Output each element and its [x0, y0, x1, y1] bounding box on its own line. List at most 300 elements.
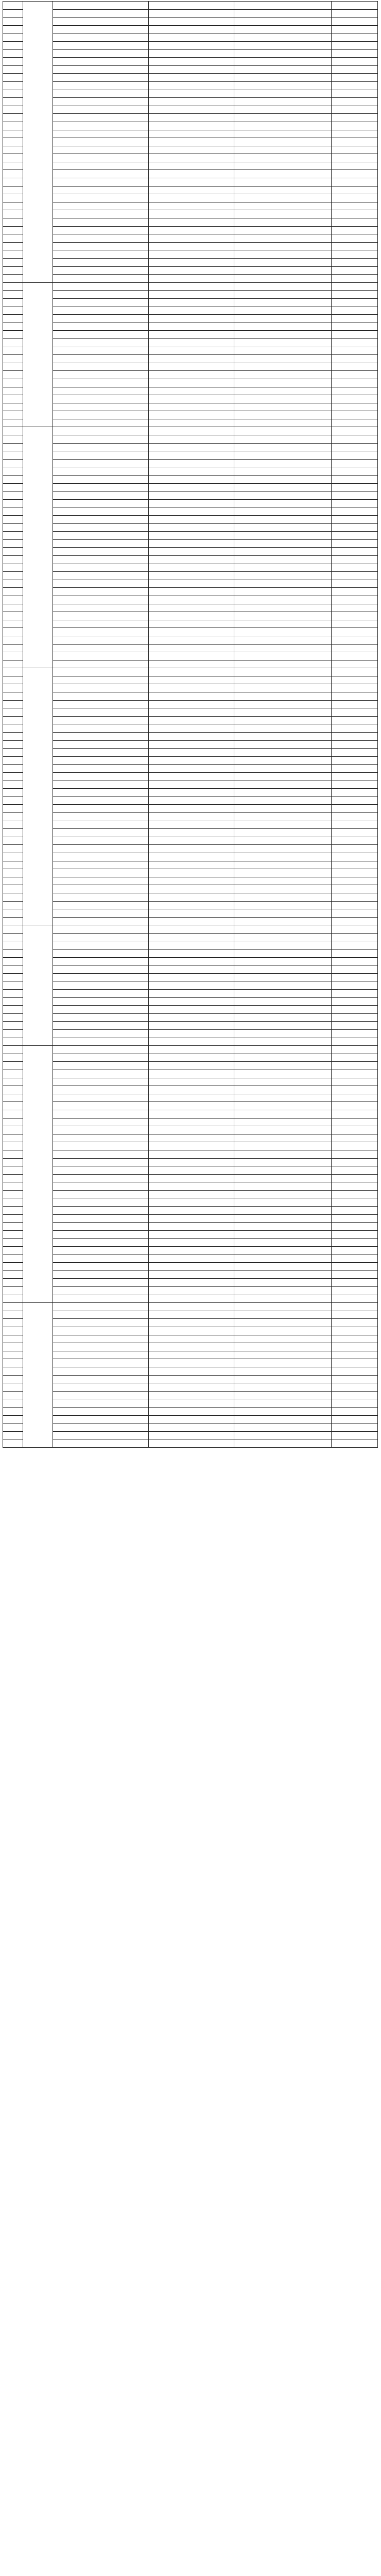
name-cell: [53, 917, 149, 925]
row-number-cell: [3, 483, 23, 492]
detail-cell: [234, 539, 332, 548]
table-row: [3, 1311, 378, 1319]
name-cell: [53, 81, 149, 90]
address-cell: [149, 483, 234, 492]
table-row: [3, 202, 378, 210]
detail-cell: [234, 1134, 332, 1142]
table-row: [3, 1134, 378, 1142]
phone-cell: [332, 1174, 378, 1182]
row-number-cell: [3, 49, 23, 58]
table-row: [3, 997, 378, 1006]
row-number-cell: [3, 1279, 23, 1287]
name-cell: [53, 347, 149, 355]
table-row: [3, 837, 378, 845]
detail-cell: [234, 282, 332, 291]
detail-cell: [234, 756, 332, 765]
row-number-cell: [3, 1399, 23, 1408]
row-number-cell: [3, 1367, 23, 1375]
name-cell: [53, 539, 149, 548]
detail-cell: [234, 1166, 332, 1175]
name-cell: [53, 869, 149, 877]
address-cell: [149, 315, 234, 323]
address-cell: [149, 1295, 234, 1303]
detail-cell: [234, 1223, 332, 1231]
name-cell: [53, 234, 149, 243]
phone-cell: [332, 733, 378, 741]
name-cell: [53, 933, 149, 941]
phone-cell: [332, 98, 378, 106]
detail-cell: [234, 716, 332, 724]
table-row: [3, 716, 378, 724]
phone-cell: [332, 789, 378, 797]
address-cell: [149, 122, 234, 130]
table-row: [3, 588, 378, 596]
name-cell: [53, 604, 149, 612]
detail-cell: [234, 700, 332, 708]
phone-cell: [332, 853, 378, 861]
row-number-cell: [3, 41, 23, 49]
table-row: [3, 130, 378, 138]
address-cell: [149, 981, 234, 990]
detail-cell: [234, 933, 332, 941]
name-cell: [53, 25, 149, 33]
row-number-cell: [3, 877, 23, 885]
phone-cell: [332, 226, 378, 234]
detail-cell: [234, 218, 332, 227]
table-row: [3, 981, 378, 990]
phone-cell: [332, 315, 378, 323]
address-cell: [149, 1207, 234, 1215]
phone-cell: [332, 307, 378, 315]
phone-cell: [332, 1022, 378, 1030]
name-cell: [53, 829, 149, 837]
phone-cell: [332, 580, 378, 588]
name-cell: [53, 9, 149, 18]
row-number-cell: [3, 146, 23, 154]
phone-cell: [332, 1198, 378, 1207]
row-number-cell: [3, 162, 23, 170]
table-row: [3, 106, 378, 114]
address-cell: [149, 242, 234, 250]
phone-cell: [332, 1335, 378, 1343]
phone-cell: [332, 371, 378, 379]
phone-cell: [332, 1038, 378, 1046]
detail-cell: [234, 266, 332, 275]
address-cell: [149, 620, 234, 628]
address-cell: [149, 1054, 234, 1062]
row-number-cell: [3, 1439, 23, 1448]
address-cell: [149, 138, 234, 146]
detail-cell: [234, 1295, 332, 1303]
name-cell: [53, 1150, 149, 1158]
table-row: [3, 1214, 378, 1223]
address-cell: [149, 957, 234, 965]
detail-cell: [234, 435, 332, 444]
address-cell: [149, 539, 234, 548]
phone-cell: [332, 451, 378, 460]
table-row: [3, 275, 378, 283]
detail-cell: [234, 387, 332, 395]
name-cell: [53, 1198, 149, 1207]
phone-cell: [332, 1013, 378, 1022]
phone-cell: [332, 829, 378, 837]
address-cell: [149, 298, 234, 307]
detail-cell: [234, 1214, 332, 1223]
address-cell: [149, 716, 234, 724]
phone-cell: [332, 476, 378, 484]
row-number-cell: [3, 869, 23, 877]
address-cell: [149, 1198, 234, 1207]
table-row: [3, 1230, 378, 1239]
detail-cell: [234, 1375, 332, 1383]
address-cell: [149, 218, 234, 227]
detail-cell: [234, 1126, 332, 1134]
phone-cell: [332, 644, 378, 652]
name-cell: [53, 620, 149, 628]
address-cell: [149, 114, 234, 122]
table-row: [3, 636, 378, 644]
name-cell: [53, 765, 149, 773]
table-row: [3, 194, 378, 202]
detail-cell: [234, 1327, 332, 1335]
row-number-cell: [3, 202, 23, 210]
row-number-cell: [3, 805, 23, 813]
row-number-cell: [3, 459, 23, 467]
table-row: [3, 1255, 378, 1263]
phone-cell: [332, 796, 378, 805]
name-cell: [53, 1207, 149, 1215]
detail-cell: [234, 925, 332, 934]
phone-cell: [332, 1303, 378, 1311]
row-number-cell: [3, 186, 23, 194]
name-cell: [53, 1311, 149, 1319]
table-row: [3, 756, 378, 765]
detail-cell: [234, 1351, 332, 1359]
address-cell: [149, 1263, 234, 1271]
detail-cell: [234, 363, 332, 371]
row-number-cell: [3, 981, 23, 990]
address-cell: [149, 612, 234, 620]
table-row: [3, 371, 378, 379]
table-row: [3, 65, 378, 74]
row-number-cell: [3, 933, 23, 941]
detail-cell: [234, 572, 332, 580]
address-cell: [149, 861, 234, 869]
name-cell: [53, 387, 149, 395]
name-cell: [53, 1423, 149, 1432]
phone-cell: [332, 2, 378, 10]
table-row: [3, 1359, 378, 1367]
table-row: [3, 282, 378, 291]
name-cell: [53, 74, 149, 82]
address-cell: [149, 154, 234, 162]
row-number-cell: [3, 909, 23, 918]
detail-cell: [234, 1150, 332, 1158]
table-row: [3, 435, 378, 444]
address-cell: [149, 756, 234, 765]
address-cell: [149, 901, 234, 909]
address-cell: [149, 476, 234, 484]
address-cell: [149, 130, 234, 138]
address-cell: [149, 492, 234, 500]
table-row: [3, 1046, 378, 1054]
detail-cell: [234, 644, 332, 652]
table-row: [3, 1439, 378, 1448]
detail-cell: [234, 338, 332, 347]
name-cell: [53, 49, 149, 58]
address-cell: [149, 58, 234, 66]
phone-cell: [332, 146, 378, 154]
detail-cell: [234, 636, 332, 644]
detail-cell: [234, 765, 332, 773]
phone-cell: [332, 925, 378, 934]
table-row: [3, 507, 378, 516]
name-cell: [53, 483, 149, 492]
address-cell: [149, 1367, 234, 1375]
table-row: [3, 950, 378, 958]
detail-cell: [234, 242, 332, 250]
address-cell: [149, 178, 234, 187]
address-cell: [149, 950, 234, 958]
name-cell: [53, 355, 149, 363]
table-row: [3, 523, 378, 532]
phone-cell: [332, 323, 378, 331]
name-cell: [53, 885, 149, 893]
detail-cell: [234, 781, 332, 789]
detail-cell: [234, 1006, 332, 1014]
detail-cell: [234, 307, 332, 315]
phone-cell: [332, 1359, 378, 1367]
row-number-cell: [3, 435, 23, 444]
table-row: [3, 298, 378, 307]
phone-cell: [332, 507, 378, 516]
name-cell: [53, 756, 149, 765]
detail-cell: [234, 1182, 332, 1191]
detail-cell: [234, 81, 332, 90]
detail-cell: [234, 1287, 332, 1295]
table-row: [3, 548, 378, 556]
table-row: [3, 1270, 378, 1279]
address-cell: [149, 451, 234, 460]
address-cell: [149, 435, 234, 444]
table-row: [3, 1150, 378, 1158]
name-cell: [53, 90, 149, 98]
table-row: [3, 146, 378, 154]
name-cell: [53, 435, 149, 444]
address-cell: [149, 812, 234, 821]
row-number-cell: [3, 588, 23, 596]
name-cell: [53, 893, 149, 901]
address-cell: [149, 1070, 234, 1078]
table-row: [3, 909, 378, 918]
row-number-cell: [3, 90, 23, 98]
phone-cell: [332, 403, 378, 411]
phone-cell: [332, 1311, 378, 1319]
name-cell: [53, 781, 149, 789]
detail-cell: [234, 106, 332, 114]
phone-cell: [332, 1263, 378, 1271]
detail-cell: [234, 861, 332, 869]
row-number-cell: [3, 1391, 23, 1399]
row-number-cell: [3, 387, 23, 395]
row-number-cell: [3, 765, 23, 773]
row-number-cell: [3, 1327, 23, 1335]
address-cell: [149, 371, 234, 379]
address-cell: [149, 965, 234, 974]
address-cell: [149, 1319, 234, 1327]
row-number-cell: [3, 218, 23, 227]
detail-cell: [234, 483, 332, 492]
detail-cell: [234, 2, 332, 10]
name-cell: [53, 1383, 149, 1392]
detail-cell: [234, 371, 332, 379]
row-number-cell: [3, 9, 23, 18]
name-cell: [53, 266, 149, 275]
detail-cell: [234, 114, 332, 122]
detail-cell: [234, 9, 332, 18]
detail-cell: [234, 1102, 332, 1110]
row-number-cell: [3, 789, 23, 797]
detail-cell: [234, 990, 332, 998]
address-cell: [149, 186, 234, 194]
name-cell: [53, 170, 149, 178]
detail-cell: [234, 234, 332, 243]
detail-cell: [234, 1367, 332, 1375]
table-row: [3, 789, 378, 797]
address-cell: [149, 49, 234, 58]
row-number-cell: [3, 901, 23, 909]
detail-cell: [234, 347, 332, 355]
phone-cell: [332, 1367, 378, 1375]
phone-cell: [332, 395, 378, 403]
row-number-cell: [3, 1102, 23, 1110]
detail-cell: [234, 65, 332, 74]
phone-cell: [332, 1327, 378, 1335]
table-row: [3, 733, 378, 741]
row-number-cell: [3, 315, 23, 323]
row-number-cell: [3, 1182, 23, 1191]
table-row: [3, 355, 378, 363]
name-cell: [53, 740, 149, 749]
address-cell: [149, 226, 234, 234]
detail-cell: [234, 901, 332, 909]
detail-cell: [234, 1207, 332, 1215]
phone-cell: [332, 1078, 378, 1086]
table-row: [3, 724, 378, 733]
row-number-cell: [3, 708, 23, 717]
name-cell: [53, 644, 149, 652]
phone-cell: [332, 1223, 378, 1231]
phone-cell: [332, 877, 378, 885]
phone-cell: [332, 194, 378, 202]
phone-cell: [332, 652, 378, 660]
row-number-cell: [3, 773, 23, 781]
row-number-cell: [3, 114, 23, 122]
table-row: [3, 1239, 378, 1247]
phone-cell: [332, 1054, 378, 1062]
address-cell: [149, 162, 234, 170]
name-cell: [53, 1110, 149, 1118]
phone-cell: [332, 90, 378, 98]
detail-cell: [234, 1022, 332, 1030]
table-row: [3, 18, 378, 26]
row-number-cell: [3, 58, 23, 66]
row-number-cell: [3, 443, 23, 451]
name-cell: [53, 957, 149, 965]
row-number-cell: [3, 652, 23, 660]
phone-cell: [332, 692, 378, 701]
phone-cell: [332, 1351, 378, 1359]
detail-cell: [234, 58, 332, 66]
name-cell: [53, 291, 149, 299]
phone-cell: [332, 186, 378, 194]
address-cell: [149, 338, 234, 347]
row-number-cell: [3, 692, 23, 701]
address-cell: [149, 781, 234, 789]
row-number-cell: [3, 1351, 23, 1359]
phone-cell: [332, 950, 378, 958]
row-number-cell: [3, 427, 23, 435]
detail-cell: [234, 821, 332, 829]
phone-cell: [332, 781, 378, 789]
detail-cell: [234, 1311, 332, 1319]
phone-cell: [332, 588, 378, 596]
detail-cell: [234, 1247, 332, 1255]
row-number-cell: [3, 845, 23, 853]
table-row: [3, 9, 378, 18]
name-cell: [53, 492, 149, 500]
row-number-cell: [3, 1038, 23, 1046]
detail-cell: [234, 1030, 332, 1038]
detail-cell: [234, 1078, 332, 1086]
detail-cell: [234, 853, 332, 861]
detail-cell: [234, 476, 332, 484]
table-row: [3, 668, 378, 676]
name-cell: [53, 877, 149, 885]
table-row: [3, 925, 378, 934]
name-cell: [53, 138, 149, 146]
row-number-cell: [3, 395, 23, 403]
detail-cell: [234, 210, 332, 218]
detail-cell: [234, 724, 332, 733]
table-row: [3, 620, 378, 628]
detail-cell: [234, 25, 332, 33]
address-cell: [149, 564, 234, 572]
name-cell: [53, 973, 149, 981]
detail-cell: [234, 138, 332, 146]
table-row: [3, 740, 378, 749]
row-number-cell: [3, 403, 23, 411]
name-cell: [53, 146, 149, 154]
name-cell: [53, 749, 149, 757]
table-row: [3, 853, 378, 861]
address-cell: [149, 33, 234, 42]
name-cell: [53, 242, 149, 250]
detail-cell: [234, 1054, 332, 1062]
detail-cell: [234, 1359, 332, 1367]
phone-cell: [332, 1255, 378, 1263]
detail-cell: [234, 467, 332, 476]
name-cell: [53, 41, 149, 49]
table-row: [3, 628, 378, 636]
phone-cell: [332, 885, 378, 893]
phone-cell: [332, 1270, 378, 1279]
row-number-cell: [3, 1126, 23, 1134]
detail-cell: [234, 1407, 332, 1415]
name-cell: [53, 901, 149, 909]
name-cell: [53, 805, 149, 813]
address-cell: [149, 459, 234, 467]
